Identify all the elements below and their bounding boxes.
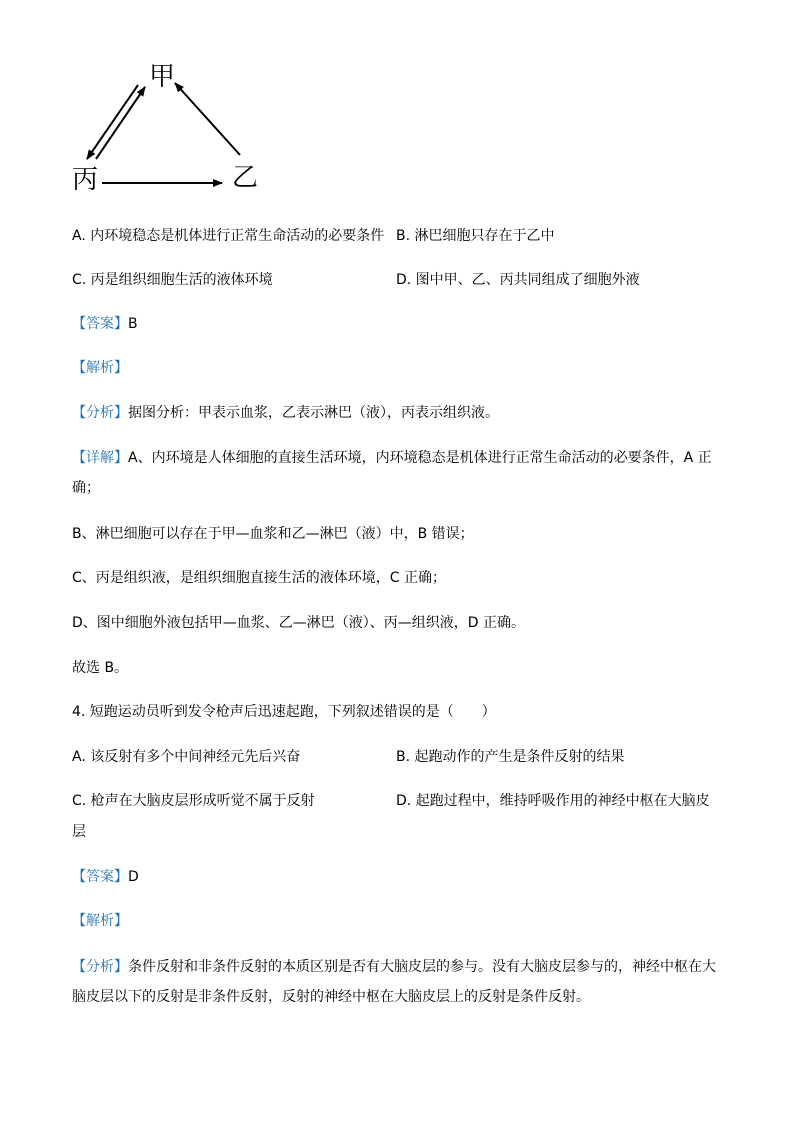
q3-detail-a-line-2: 确； [72, 480, 100, 496]
q4-fenxi-line-2: 脑皮层以下的反射是非条件反射，反射的神经中枢在大脑皮层上的反射是条件反射。 [72, 989, 590, 1005]
node-jia: 甲 [149, 62, 176, 92]
q3-detail-c: C、丙是组织液，是组织细胞直接生活的液体环境，C 正确； [72, 570, 446, 586]
q3-option-d: D. 图中甲、乙、丙共同组成了细胞外液 [396, 272, 640, 288]
answer-value: B [128, 316, 138, 332]
q3-detail-d: D、图中细胞外液包括甲—血浆、乙—淋巴（液）、丙—组织液，D 正确。 [72, 615, 526, 631]
q3-answer-line [72, 314, 138, 334]
q3-option-b: B. 淋巴细胞只存在于乙中 [396, 228, 555, 244]
q3-conclusion: 故选 B。 [72, 660, 129, 676]
answer-tag: 【答案】 [72, 869, 128, 885]
fenxi-tag: 【分析】 [72, 405, 128, 421]
node-bing: 丙 [72, 165, 99, 195]
fenxi-tag: 【分析】 [72, 959, 128, 975]
arrow-yi-to-jia [175, 83, 240, 155]
q3-option-a: A. 内环境稳态是机体进行正常生命活动的必要条件 [72, 228, 385, 244]
q3-option-c: C. 丙是组织细胞生活的液体环境 [72, 272, 273, 288]
node-yi: 乙 [232, 163, 259, 193]
answer-value: D [128, 869, 139, 885]
fenxi-text: 据图分析：甲表示血浆，乙表示淋巴（液），丙表示组织液。 [128, 405, 499, 421]
q4-option-d-line-2: 层 [72, 824, 86, 840]
q3-detail-b: B、淋巴细胞可以存在于甲—血浆和乙—淋巴（液）中，B 错误； [72, 526, 474, 542]
answer-tag: 【答案】 [72, 316, 128, 332]
q3-fenxi-line [72, 403, 499, 423]
q4-option-c: C. 枪声在大脑皮层形成听觉不属于反射 [72, 793, 315, 809]
q4-analysis-tag: 【解析】 [72, 913, 128, 929]
detail-a-text: A、内环境是人体细胞的直接生活环境，内环境稳态是机体进行正常生命活动的必要条件，A 正 [128, 450, 712, 466]
q4-fenxi-line-1 [72, 957, 716, 977]
q4-option-b: B. 起跑动作的产生是条件反射的结果 [396, 749, 625, 765]
q3-analysis-tag: 【解析】 [72, 360, 128, 376]
q4-option-d-line-1: D. 起跑过程中，维持呼吸作用的神经中枢在大脑皮 [396, 793, 710, 809]
q4-answer-line [72, 867, 139, 887]
xiangjie-tag: 【详解】 [72, 450, 128, 466]
body-fluid-diagram [60, 55, 280, 205]
arrow-jia-to-bing [87, 85, 138, 159]
q4-stem: 4. 短跑运动员听到发令枪声后迅速起跑，下列叙述错误的是（ ） [72, 704, 496, 720]
q3-detail-a-line-1 [72, 448, 712, 468]
fenxi-text: 条件反射和非条件反射的本质区别是否有大脑皮层的参与。没有大脑皮层参与的，神经中枢在大 [128, 959, 716, 975]
arrow-bing-to-jia [96, 87, 145, 159]
q4-option-a: A. 该反射有多个中间神经元先后兴奋 [72, 749, 301, 765]
